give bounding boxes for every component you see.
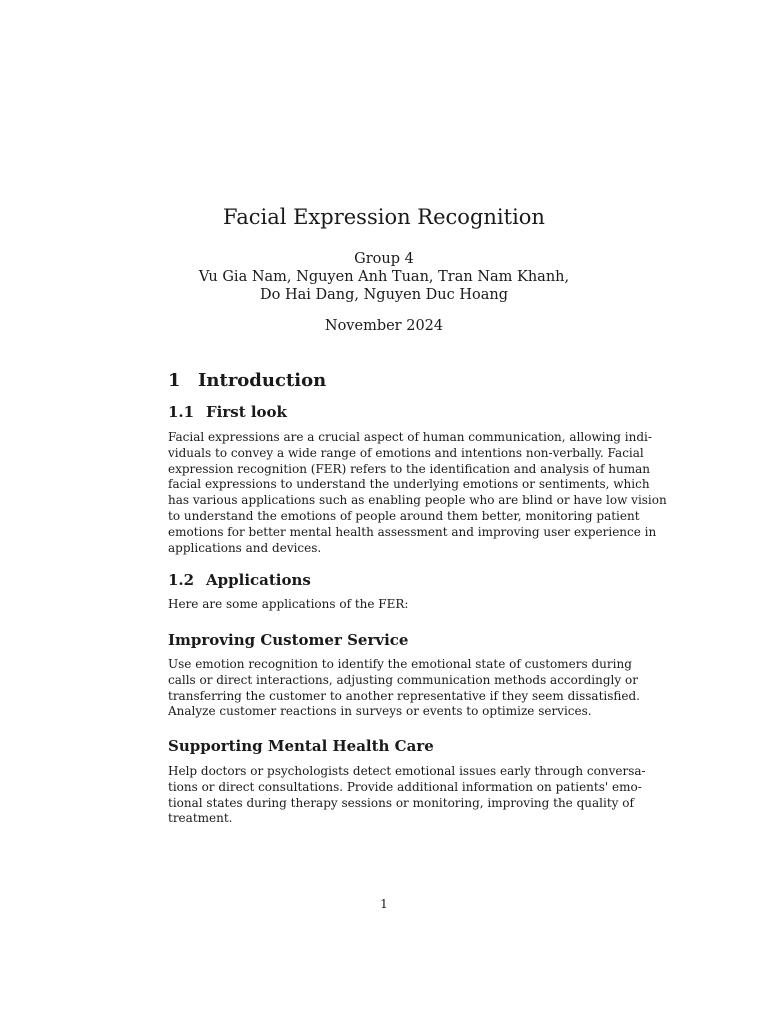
paragraph-line: applications and devices. [168, 540, 322, 555]
paragraph-line: Facial expressions are a crucial aspect of human communication, allowing indi- [168, 430, 652, 444]
group-name: Group 4 [354, 251, 414, 267]
mental-health-paragraph [168, 764, 646, 827]
paragraph-line: transferring the customer to another representative if they seem dissatisfied. [168, 688, 640, 703]
section-number: 1 [168, 370, 181, 391]
paragraph-line: Help doctors or psychologists detect emotional issues early through conversa- [168, 764, 646, 778]
authors-line-2: Do Hai Dang, Nguyen Duc Hoang [260, 287, 508, 303]
section-number: 1.1 [168, 403, 195, 421]
customer-service-paragraph [168, 657, 640, 720]
section-number: 1.2 [168, 571, 195, 589]
section-1-1-heading [168, 403, 287, 421]
paragraph-line: Use emotion recognition to identify the emotional state of customers during [168, 657, 632, 671]
section-1-2-heading [168, 571, 311, 589]
customer-service-heading: Improving Customer Service [168, 631, 409, 649]
section-1-heading [168, 370, 326, 391]
paragraph-line: treatment. [168, 811, 233, 826]
paragraph-line: expression recognition (FER) refers to the identification and analysis of human [168, 461, 651, 476]
paragraph-line: emotions for better mental health assessment and improving user experience in [168, 524, 657, 539]
paragraph-line: viduals to convey a wide range of emotions and intentions non-verbally. Facial [168, 445, 644, 460]
paragraph-line: Here are some applications of the FER: [168, 597, 409, 611]
mental-health-heading: Supporting Mental Health Care [168, 737, 434, 755]
first-look-paragraph [168, 430, 667, 556]
section-title: First look [206, 403, 287, 421]
paragraph-line: Analyze customer reactions in surveys or events to optimize services. [168, 704, 592, 719]
paragraph-line: to understand the emotions of people around them better, monitoring patient [168, 508, 640, 523]
paragraph-line: calls or direct interactions, adjusting communication methods accordingly or [168, 672, 638, 687]
paragraph-line: tions or direct consultations. Provide additional information on patients' emo- [168, 779, 642, 794]
authors-line-1: Vu Gia Nam, Nguyen Anh Tuan, Tran Nam Khanh, [198, 269, 570, 285]
paragraph-line: has various applications such as enabling people who are blind or have low vision [168, 493, 667, 508]
section-title: Introduction [198, 370, 327, 391]
page-number: 1 [380, 897, 388, 911]
section-title: Applications [206, 571, 311, 589]
paragraph-line: tional states during therapy sessions or monitoring, improving the quality of [168, 795, 634, 810]
document-title: Facial Expression Recognition [223, 205, 545, 229]
applications-intro [168, 597, 600, 613]
paragraph-line: facial expressions to understand the underlying emotions or sentiments, which [168, 477, 650, 492]
document-date: November 2024 [324, 318, 444, 334]
author-block [0, 250, 768, 304]
